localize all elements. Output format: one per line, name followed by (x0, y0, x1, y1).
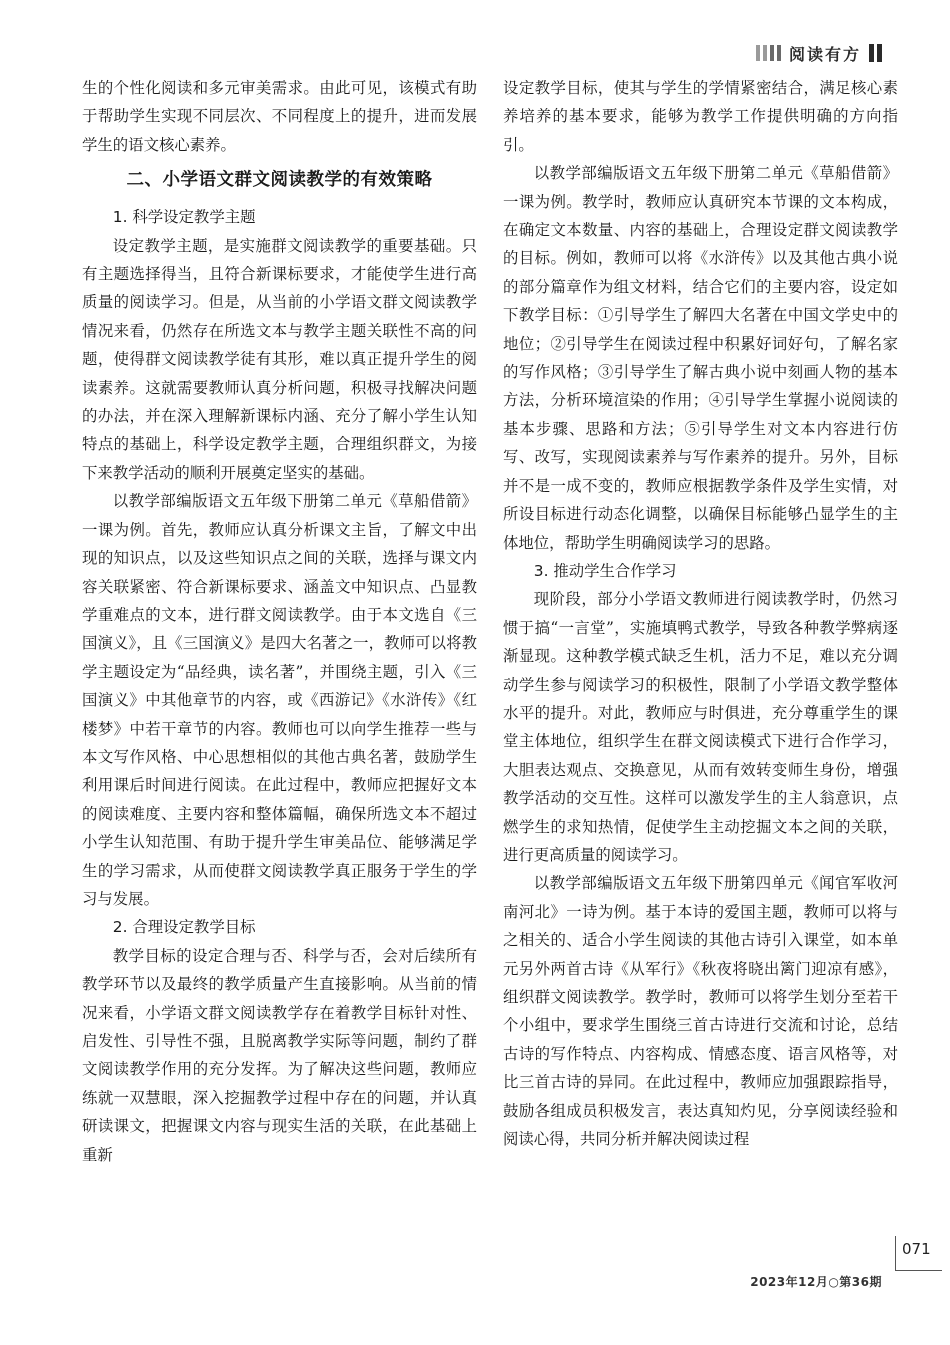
section-title: 阅读有方 (788, 44, 861, 64)
issue-info: 2023年12月○第36期 (750, 1275, 882, 1289)
left-column (82, 74, 477, 1169)
header-bars-decoration (756, 45, 781, 61)
paragraph: 教学目标的设定合理与否、科学与否，会对后续所有教学环节以及最终的教学质量产生直接影响。从当前的情况来看，小学语文群文阅读教学存在着教学目标针对性、启发性、引导性不强，且脱离教学实际等问题，制约了群文阅读教学作用的充分发挥。为了解决这些问题，教师应练就一双慧眼，深入挖掘教学过程中存在的问题，并认真研读课文，把握课文内容与现实生活的关联，在此基础上重新 (82, 946, 477, 1164)
section-heading: 二、小学语文群文阅读教学的有效策略 (126, 170, 433, 191)
paragraph: 以教学部编版语文五年级下册第二单元《草船借箭》一课为例。首先，教师应认真分析课文主旨，了解文中出现的知识点，以及这些知识点之间的关联，选择与课文内容关联紧密、符合新课标要求、涵盖文中知识点、凸显教学重难点的文本，进行群文阅读教学。由于本文选自《三国演义》，且《三国演义》是四大名著之一，教师可以将教学主题设定为“品经典，读名著”，并围绕主题，引入《三国演义》中其他章节的内容，或《西游记》《水浒传》《红楼梦》中若干章节的内容。教师也可以向学生推荐一些与本文写作风格、中心思想相似的其他古典名著，鼓励学生利用课后时间进行阅读。在此过程中，教师应把握好文本的阅读难度、主要内容和整体篇幅，确保所选文本不超过小学生认知范围、有助于提升学生审美品位、能够满足学生的学习需求，从而使群文阅读教学真正服务于学生的学习与发展。 (82, 492, 477, 908)
paragraph: 生的个性化阅读和多元审美需求。由此可见，该模式有助于帮助学生实现不同层次、不同程度上的提升，进而发展学生的语文核心素养。 (82, 79, 477, 154)
paragraph: 设定教学目标，使其与学生的学情紧密结合，满足核心素养培养的基本要求，能够为教学工作提供明确的方向指引。 (503, 79, 898, 154)
paragraph: 现阶段，部分小学语文教师进行阅读教学时，仍然习惯于搞“一言堂”，实施填鸭式教学，导致各种教学弊病逐渐显现。这种教学模式缺乏生机，活力不足，难以充分调动学生参与阅读学习的积极性，限制了小学语文教学整体水平的提升。对此，教师应与时俱进，充分尊重学生的课堂主体地位，组织学生在群文阅读模式下进行合作学习，大胆表达观点、交换意见，从而有效转变师生身份，增强教学活动的交互性。这样可以激发学生的主人翁意识，点燃学生的求知热情，促使学生主动挖掘文本之间的关联，进行更高质量的阅读学习。 (503, 590, 898, 864)
page-number: 071 (902, 1240, 931, 1258)
paragraph: 设定教学主题，是实施群文阅读教学的重要基础。只有主题选择得当，且符合新课标要求，才能使学生进行高质量的阅读学习。但是，从当前的小学语文群文阅读教学情况来看，仍然存在所选文本与教学主题关联性不高的问题，使得群文阅读教学徒有其形，难以真正提升学生的阅读素养。这就需要教师认真分析问题，积极寻找解决问题的办法，并在深入理解新课标内涵、充分了解小学生认知特点的基础上，科学设定教学主题，合理组织群文，为接下来教学活动的顺利开展奠定坚实的基础。 (82, 236, 477, 482)
header-end-decoration (869, 44, 882, 62)
subheading: 2. 合理设定教学目标 (112, 918, 256, 937)
running-header (756, 40, 882, 66)
subheading: 1. 科学设定教学主题 (112, 208, 256, 227)
subheading: 3. 推动学生合作学习 (533, 561, 677, 580)
right-column (503, 74, 898, 1153)
paragraph: 以教学部编版语文五年级下册第四单元《闻官军收河南河北》一诗为例。基于本诗的爱国主题，教师可以将与之相关的、适合小学生阅读的其他古诗引入课堂，如本单元另外两首古诗《从军行》《秋夜将晓出篱门迎凉有感》，组织群文阅读教学。教学时，教师可以将学生划分至若干个小组中，要求学生围绕三首古诗进行交流和讨论，总结古诗的写作特点、内容构成、情感态度、语言风格等，对比三首古诗的异同。在此过程中，教师应加强跟踪指导，鼓励各组成员积极发言，表达真知灼见，分享阅读经验和阅读心得，共同分析并解决阅读过程 (503, 874, 898, 1149)
paragraph: 以教学部编版语文五年级下册第二单元《草船借箭》一课为例。教学时，教师应认真研究本节课的文本构成，在确定文本数量、内容的基础上，合理设定群文阅读教学的目标。例如，教师可以将《水浒传》以及其他古典小说的部分篇章作为组文材料，结合它们的主要内容，设定如下教学目标：①引导学生了解四大名著在中国文学史中的地位；②引导学生在阅读过程中积累好词好句，了解名家的写作风格；③引导学生了解古典小说中刻画人物的基本方法，分析环境渲染的作用；④引导学生掌握小说阅读的基本步骤、思路和方法；⑤引导学生对文本内容进行仿写、改写，实现阅读素养与写作素养的提升。另外，目标并不是一成不变的，教师应根据教学条件及学生实情，对所设目标进行动态化调整，以确保目标能够凸显学生的主体地位，帮助学生明确阅读学习的思路。 (503, 164, 898, 552)
page-number-box (895, 1236, 942, 1271)
